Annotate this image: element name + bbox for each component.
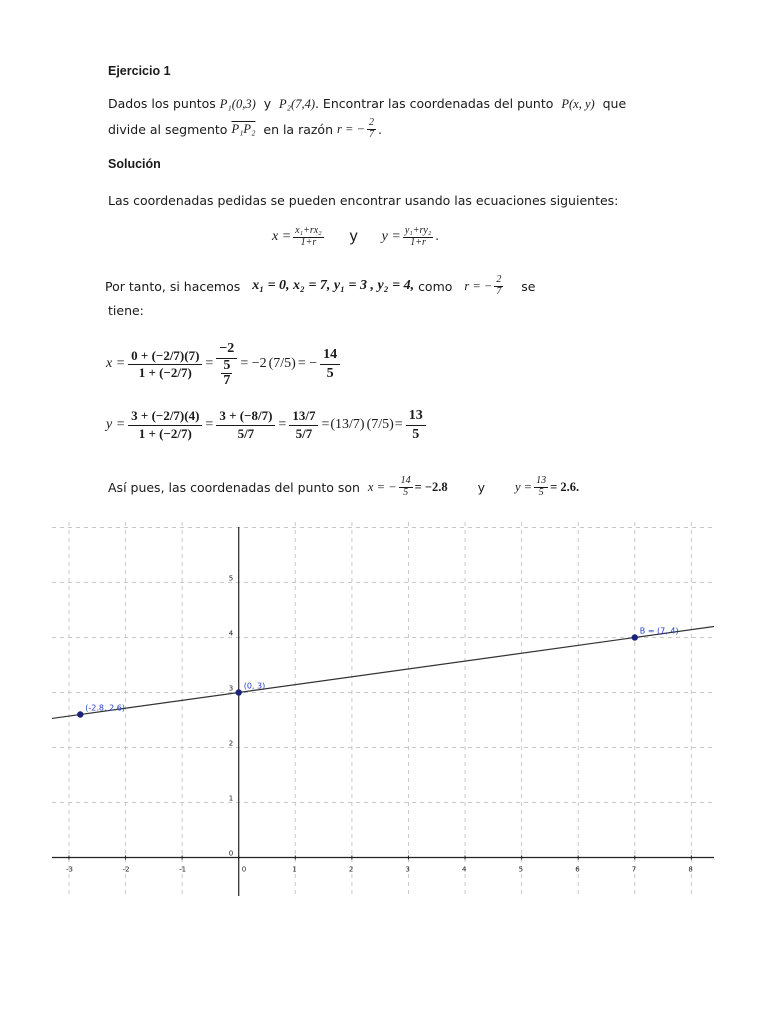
intro-text: Las coordenadas pedidas se pueden encontrar usando las ecuaciones siguientes: (108, 193, 619, 208)
substitution-tail: tiene: (108, 303, 144, 318)
formula-y-fraction: $\frac{\text{y₁+ry₂}}{1+r}$ (404, 225, 432, 248)
data-point (77, 711, 83, 717)
statement-text: que (602, 96, 627, 111)
general-formula: x = $\frac{\text{x₁+rx₂}}{1+r}$ y y = $\frac{\text{y₁+ry₂}}{1+r}$ . (272, 225, 439, 248)
x-result-fraction: $\frac{14}{5}$ (320, 346, 340, 382)
point-label: (-2.8, 2.6) (85, 703, 125, 713)
formula-x-fraction: $\frac{\text{x₁+rx₂}}{1+r}$ (295, 225, 322, 248)
x-tick-label: 4 (462, 865, 467, 874)
statement-line-2: divide al segmento P₁P₂ en la razón r = − $\frac{2}{7}$ . (108, 117, 382, 140)
point-p: P(x, y) (561, 97, 595, 111)
x-tick-label: 1 (292, 865, 297, 874)
y-fraction-2: $\frac{3 + (-8/7)}{5/7}$ (216, 408, 275, 442)
x-tick-label: 5 (518, 865, 524, 874)
plot-points (77, 627, 678, 718)
conclusion-x-value: = −2.8 (414, 479, 448, 494)
statement-text: en la razón (263, 121, 333, 137)
point-p1: P₁(0,3) (219, 97, 256, 111)
statement-text: . Encontrar las coordenadas del punto (314, 96, 554, 111)
formula-and: y (349, 228, 358, 245)
y-result-fraction: $\frac{13}{5}$ (406, 407, 426, 443)
statement-text: Dados los puntos (108, 96, 216, 111)
grid (52, 522, 714, 896)
series-line (52, 627, 714, 719)
x-fraction-2: −2 5 7 (216, 340, 237, 389)
substitution-line: Por tanto, si hacemos x₁ = 0, x₂ = 7, y₁ = 3 , y₂ = 4, como r = − $\frac{2}{7}$ se (105, 274, 536, 297)
substitution-ratio-fraction: $\frac{2}{7}$ (496, 274, 502, 297)
x-tick-label: 6 (575, 865, 580, 874)
x-tick-label: 8 (688, 865, 693, 874)
y-tick-label: 3 (228, 684, 234, 693)
conclusion-y-value: = 2.6. (550, 479, 580, 494)
x-calculation: x = $\frac{0 + (-2/7)(7)}{1 + (-2/7)}$ = −2 5 7 = −2 (7/5) = − $\frac{14}{5}$ (106, 340, 343, 389)
y-tick-label: 5 (228, 574, 234, 583)
plot-line (52, 627, 714, 719)
statement-text: divide al segmento (108, 121, 228, 137)
conclusion-x-fraction: $\frac{14}{5}$ (400, 475, 411, 498)
x-tick-label: -3 (65, 865, 73, 874)
x-tick-label: 2 (348, 865, 354, 874)
statement-line-1 (108, 96, 626, 112)
y-fraction-1: $\frac{3 + (-2/7)(4)}{1 + (-2/7)}$ (128, 408, 202, 442)
x-tick-label: 3 (405, 865, 410, 874)
point-label: (0, 3) (243, 681, 266, 691)
ratio-lhs: r = − (336, 121, 365, 136)
segment-p1p2: P₁P₂ (231, 121, 256, 136)
y-fraction-3: $\frac{13/7}{5/7}$ (289, 408, 318, 442)
ratio-fraction: $\frac{2}{7}$ (368, 117, 374, 140)
x-tick-label: -2 (122, 865, 130, 874)
y-calculation: y = $\frac{3 + (-2/7)(4)}{1 + (-2/7)}$ = $\frac{3 + (-8/7)}{5/7}$ = $\frac{13/7}{5/7}$ = (13/7) (7/5) = $\frac{13}{5}$ (106, 407, 429, 443)
data-point (632, 634, 638, 640)
point-p2: P₂(7,4) (279, 97, 315, 111)
exercise-title: Ejercicio 1 (108, 64, 171, 78)
data-point (236, 689, 242, 695)
y-tick-label: 1 (228, 794, 234, 803)
x-tick-label: 7 (631, 865, 637, 874)
y-tick-label: 4 (228, 629, 234, 638)
point-label: B = (7, 4) (639, 626, 679, 636)
statement-and: y (263, 96, 272, 111)
substitution-values: x₁ = 0, x₂ = 7, y₁ = 3 , y₂ = 4, (252, 278, 415, 293)
x-fraction-1: $\frac{0 + (-2/7)(7)}{1 + (-2/7)}$ (128, 348, 202, 382)
solution-heading: Solución (108, 157, 161, 171)
conclusion-y-fraction: $\frac{13}{5}$ (536, 475, 547, 498)
x-tick-label: 0 (241, 865, 247, 874)
y-tick-label: 2 (228, 739, 234, 748)
conclusion-line: Así pues, las coordenadas del punto son x = − $\frac{14}{5}$ = −2.8 y y = $\frac{13}{5}$ = 2.6. (108, 475, 580, 498)
x-tick-label: -1 (179, 865, 187, 874)
y-tick-label: 0 (228, 849, 234, 858)
coordinate-graph (52, 522, 714, 896)
